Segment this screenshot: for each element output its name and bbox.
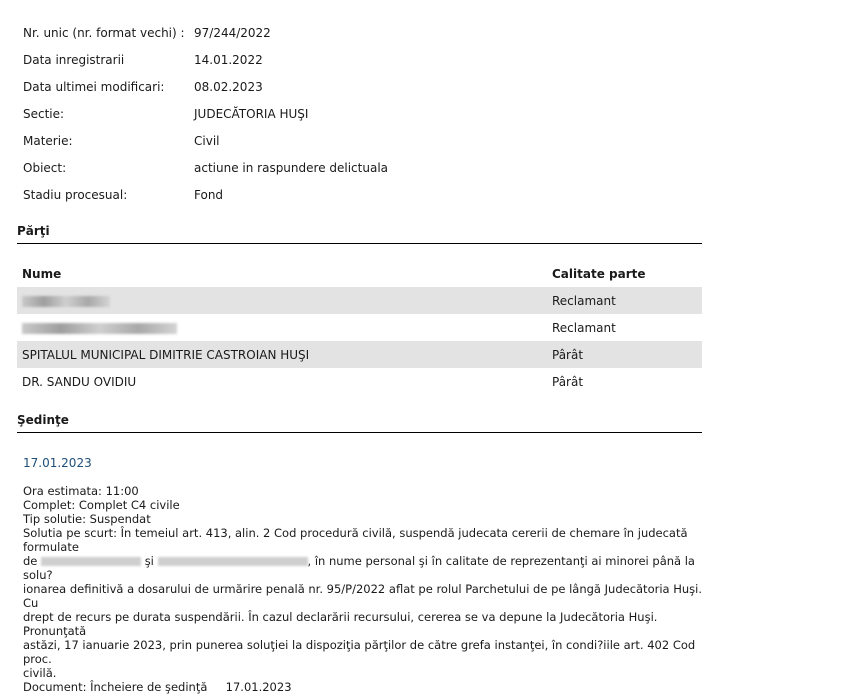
info-value: actiune in raspundere delictuala [194,160,389,175]
info-row [23,73,388,100]
info-row [23,154,388,181]
hearing-solution-type: Tip solutie: Suspendat [23,512,151,526]
info-row [23,19,388,46]
hearing-panel: Complet: Complet C4 civile [23,498,180,512]
info-value: 14.01.2022 [194,52,263,67]
party-name-redacted [17,287,547,314]
parties-table [17,260,702,395]
party-role: Reclamant [552,293,616,308]
column-header-role: Calitate parte [552,266,646,281]
redacted-text [22,323,177,334]
hearing-solution-line: drept de recurs pe durata suspendării. În cazul declarării recursului, cererea se va depune la Judecătoria Huşi. Pronunţată [23,610,658,638]
solution-text: , în nume personal şi în calitate de reprezentanţi ai minorei până la solu? [23,554,695,582]
hearing-document: Document: Încheiere de şedinţă 17.01.2023 [23,680,292,694]
info-label: Nr. unic (nr. format vechi) : [23,25,185,40]
hearing-solution-line: astăzi, 17 ianuarie 2023, prin punerea soluţiei la dispoziţia părţilor de către grefa instanţei, în condi?iile art. 402 Cod proc. [23,638,696,666]
solution-text: şi [144,554,154,568]
hearing-solution-line: ionarea definitivă a dosarului de urmărire penală nr. 95/P/2022 aflat pe rolul Parchetului de pe lângă Judecătoria Huşi. Cu [23,582,703,610]
info-label: Data inregistrarii [23,52,125,67]
table-header-row [17,260,702,287]
hearing-entry [23,456,703,694]
info-value: Civil [194,133,220,148]
info-label: Stadiu procesual: [23,187,128,202]
party-role: Reclamant [552,320,616,335]
redacted-text [41,557,141,566]
table-row [17,368,702,395]
hearing-details [23,484,703,694]
info-label: Materie: [23,133,73,148]
info-row [23,127,388,154]
table-row [17,341,702,368]
info-value: JUDECĂTORIA HUŞI [194,106,309,121]
info-row [23,100,388,127]
info-row [23,181,388,208]
solution-text: de [23,554,38,568]
redacted-text [22,296,110,307]
column-header-name: Nume [22,266,62,281]
info-row [23,46,388,73]
hearing-solution-line: civilă. [23,666,57,680]
party-role: Pârât [552,347,584,362]
info-label: Obiect: [23,160,67,175]
party-name: SPITALUL MUNICIPAL DIMITRIE CASTROIAN HUŞI [22,347,310,362]
hearing-time: Ora estimata: 11:00 [23,484,139,498]
party-name: DR. SANDU OVIDIU [22,374,137,389]
table-row [17,287,702,314]
hearing-date: 17.01.2023 [23,456,92,470]
info-label: Sectie: [23,106,65,121]
case-info [23,19,388,208]
table-row [17,314,702,341]
hearing-solution-line: Solutia pe scurt: În temeiul art. 413, alin. 2 Cod procedură civilă, suspendă judecata cererii de chemare în judecată formulate [23,526,688,554]
redacted-text [158,557,308,566]
info-value: Fond [194,187,224,202]
info-value: 08.02.2023 [194,79,263,94]
hearing-solution-line [23,554,703,582]
party-name-redacted [17,314,547,341]
parties-section-title: Părţi [17,224,702,244]
info-label: Data ultimei modificari: [23,79,165,94]
info-value: 97/244/2022 [194,25,271,40]
party-role: Pârât [552,374,584,389]
hearings-section-title: Şedinţe [17,413,702,433]
